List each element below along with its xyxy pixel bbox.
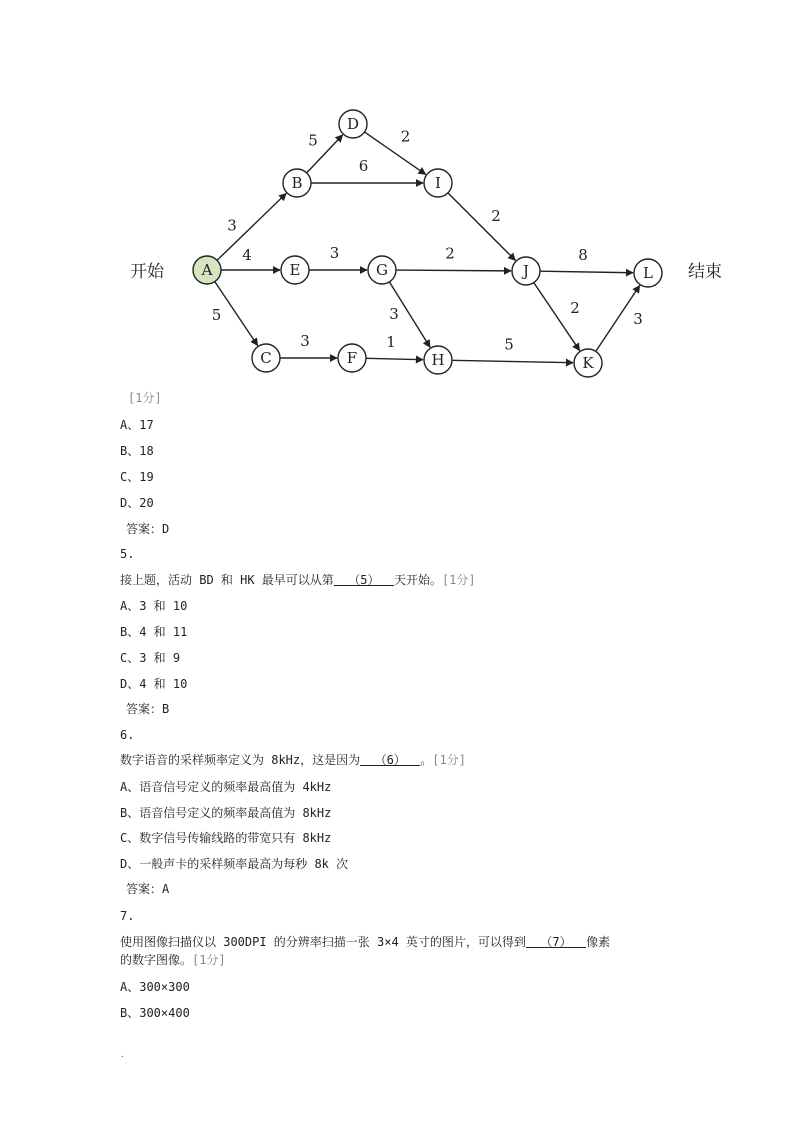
q5-option-c[interactable]: C、3 和 9 [120, 651, 181, 665]
q7-score: [1分] [192, 953, 226, 967]
q5-text-before: 接上题，活动 BD 和 HK 最早可以从第 [120, 573, 334, 587]
edge-weight-j-l: 8 [578, 246, 588, 264]
q5-question [120, 572, 476, 588]
q6-answer: 答案：A [126, 882, 170, 896]
edge-weight-a-c: 5 [211, 306, 222, 324]
edge-i-j [448, 193, 515, 260]
q4-option-b[interactable]: B、18 [120, 444, 154, 458]
q4-score: [1分] [128, 391, 162, 405]
q5-text-after: 天开始。 [393, 573, 442, 587]
footer-dot: . [120, 1050, 125, 1059]
q6-number: 6. [120, 728, 135, 742]
q5-answer: 答案：B [126, 702, 170, 716]
edge-weight-k-l: 3 [633, 310, 643, 328]
q7-text-before: 使用图像扫描仪以 300DPI 的分辨率扫描一张 3×4 英寸的图片，可以得到 [120, 935, 526, 949]
edge-weight-b-i: 6 [358, 157, 369, 175]
node-label-j: J [522, 262, 530, 280]
start-label: 开始 [130, 262, 164, 282]
edge-weight-g-h: 3 [389, 305, 399, 323]
node-label-e: E [289, 261, 301, 279]
edge-h-k [452, 360, 573, 362]
node-label-i: I [435, 174, 441, 192]
q6-option-d[interactable]: D、一般声卡的采样频率最高为每秒 8k 次 [120, 857, 349, 871]
q6-option-a[interactable]: A、语音信号定义的频率最高值为 4kHz [120, 780, 332, 794]
edge-weight-g-j: 2 [445, 244, 455, 263]
edge-d-i [365, 132, 426, 174]
q5-blank: （5） [333, 573, 394, 587]
edge-weight-f-h: 1 [386, 333, 396, 351]
edge-weight-i-j: 2 [491, 207, 501, 225]
q7-question [120, 934, 610, 950]
q5-number: 5. [120, 547, 135, 561]
q7-blank: （7） [525, 935, 587, 949]
edge-weight-b-d: 5 [308, 131, 318, 150]
q6-text-before: 数字语音的采样频率定义为 8kHz，这是因为 [120, 753, 361, 767]
edge-weight-c-f: 3 [300, 332, 310, 350]
edge-weight-d-i: 2 [400, 127, 411, 146]
node-label-f: F [346, 349, 358, 367]
q5-option-a[interactable]: A、3 和 10 [120, 599, 188, 613]
q7-text-line2: 的数字图像。 [120, 953, 193, 967]
node-label-d: D [346, 115, 360, 133]
q7-question-line2 [120, 952, 226, 968]
node-label-a: A [201, 261, 213, 279]
network-diagram [120, 100, 730, 382]
q5-option-d[interactable]: D、4 和 10 [120, 677, 188, 691]
node-label-b: B [291, 174, 303, 192]
q5-option-b[interactable]: B、4 和 11 [120, 625, 188, 639]
edge-g-j [396, 270, 511, 271]
edge-weight-j-k: 2 [570, 299, 580, 317]
q4-option-a[interactable]: A、17 [120, 418, 154, 432]
q6-blank: （6） [360, 753, 421, 767]
edge-weight-a-b: 3 [227, 216, 237, 235]
q4-answer: 答案：D [126, 522, 170, 536]
q6-text-after: 。 [420, 753, 433, 767]
q6-option-b[interactable]: B、语音信号定义的频率最高值为 8kHz [120, 806, 332, 820]
node-label-l: L [643, 264, 653, 282]
q7-text-after: 像素 [586, 935, 611, 949]
node-label-k: K [582, 354, 594, 372]
edge-weight-h-k: 5 [504, 335, 514, 354]
q6-score: [1分] [432, 753, 466, 767]
q7-option-b[interactable]: B、300×400 [120, 1006, 190, 1020]
end-label: 结束 [688, 262, 722, 282]
node-label-g: G [376, 261, 388, 279]
node-label-c: C [260, 349, 272, 367]
q5-score: [1分] [441, 573, 476, 587]
edge-weight-a-e: 4 [242, 246, 252, 264]
edge-f-h [366, 358, 423, 359]
q7-number: 7. [120, 909, 135, 923]
q4-option-d[interactable]: D、20 [120, 496, 154, 510]
edge-weight-e-g: 3 [329, 244, 340, 262]
q6-option-c[interactable]: C、数字信号传输线路的带宽只有 8kHz [120, 831, 332, 845]
q4-option-c[interactable]: C、19 [120, 470, 154, 484]
q6-question [120, 752, 466, 768]
edge-j-l [540, 271, 633, 273]
q7-option-a[interactable]: A、300×300 [120, 980, 190, 994]
node-label-h: H [431, 351, 445, 369]
